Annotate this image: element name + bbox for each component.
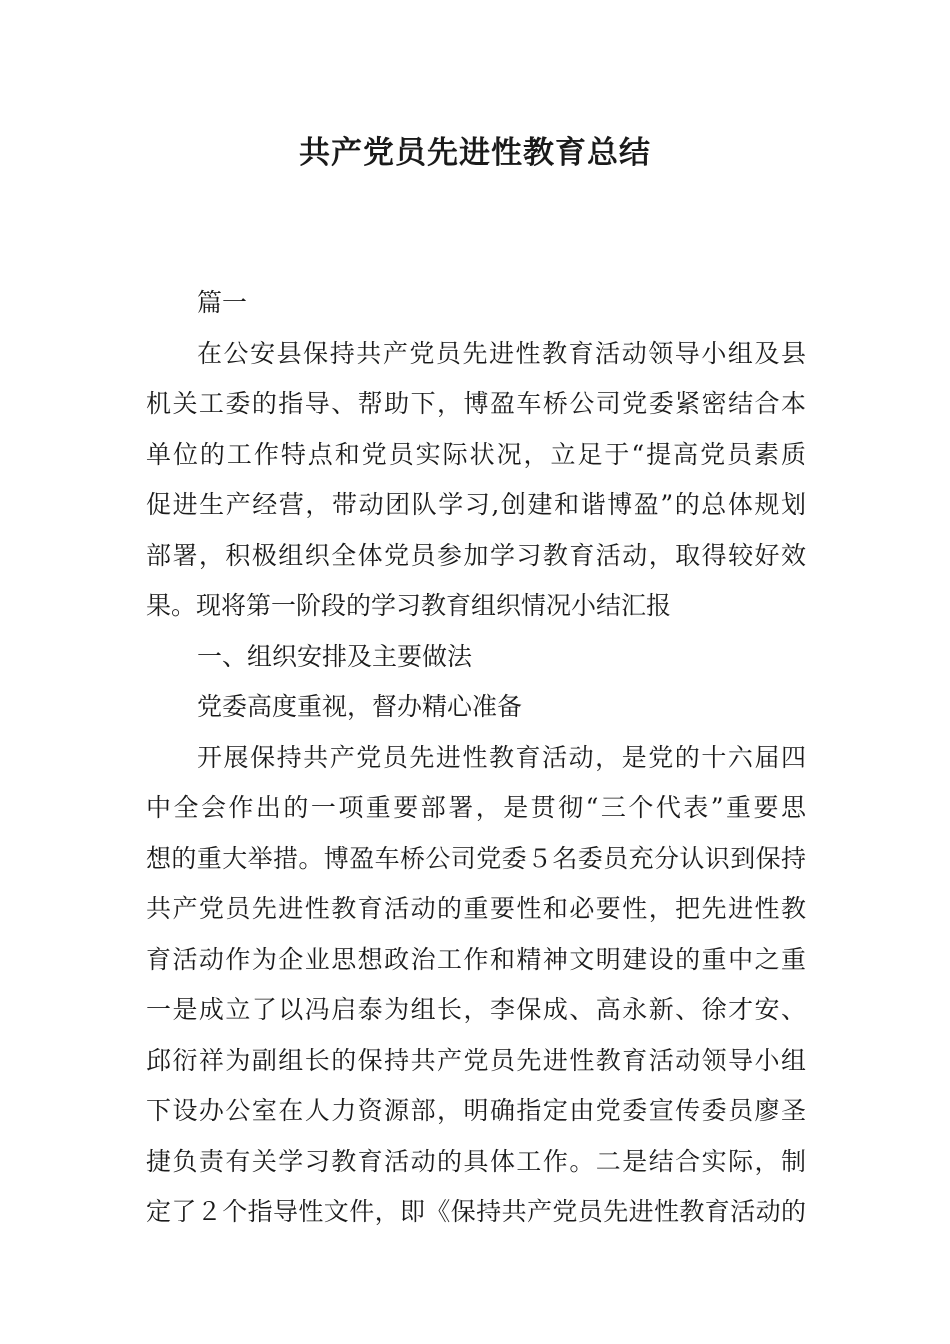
paragraph-line: 果。现将第一阶段的学习教育组织情况小结汇报 [146, 591, 672, 620]
document-body [146, 278, 806, 1238]
paragraph-line: 开展保持共产党员先进性教育活动，是党的十六届四 [197, 742, 806, 772]
paragraph-line: 共产党员先进性教育活动的重要性和必要性，把先进性教 [146, 894, 806, 923]
paragraph-line: 育活动作为企业思想政治工作和精神文明建设的重中之重 [146, 944, 806, 974]
paragraph-line: 促进生产经营，带动团队学习,创建和谐博盈”的总体规划 [146, 490, 806, 519]
paragraph-line: 下设办公室在人力资源部，明确指定由党委宣传委员廖圣 [146, 1096, 806, 1125]
paragraph-line: 想的重大举措。博盈车桥公司党委５名委员充分认识到保持 [146, 843, 806, 873]
section-label: 篇一 [197, 288, 248, 317]
paragraph-line: 部署，积极组织全体党员参加学习教育活动，取得较好效 [146, 540, 806, 570]
paragraph-line: 邱衍祥为副组长的保持共产党员先进性教育活动领导小组 [146, 1045, 806, 1075]
paragraph-line: 机关工委的指导、帮助下，博盈车桥公司党委紧密结合本 [146, 389, 806, 418]
subsection-heading: 党委高度重视，督办精心准备 [197, 692, 523, 721]
paragraph-line: 单位的工作特点和党员实际状况，立足于“提高党员素质 [146, 439, 806, 469]
paragraph-line: 中全会作出的一项重要部署，是贯彻“三个代表”重要思 [146, 793, 806, 822]
paragraph-line: 一是成立了以冯启泰为组长，李保成、高永新、徐才安、 [146, 995, 806, 1024]
section-heading: 一、组织安排及主要做法 [197, 641, 473, 671]
paragraph-line: 在公安县保持共产党员先进性教育活动领导小组及县 [197, 338, 806, 368]
paragraph-line: 捷负责有关学习教育活动的具体工作。二是结合实际，制 [146, 1146, 806, 1176]
document-title: 共产党员先进性教育总结 [299, 135, 651, 171]
paragraph-line: 定了２个指导性文件，即《保持共产党员先进性教育活动的 [146, 1197, 806, 1226]
